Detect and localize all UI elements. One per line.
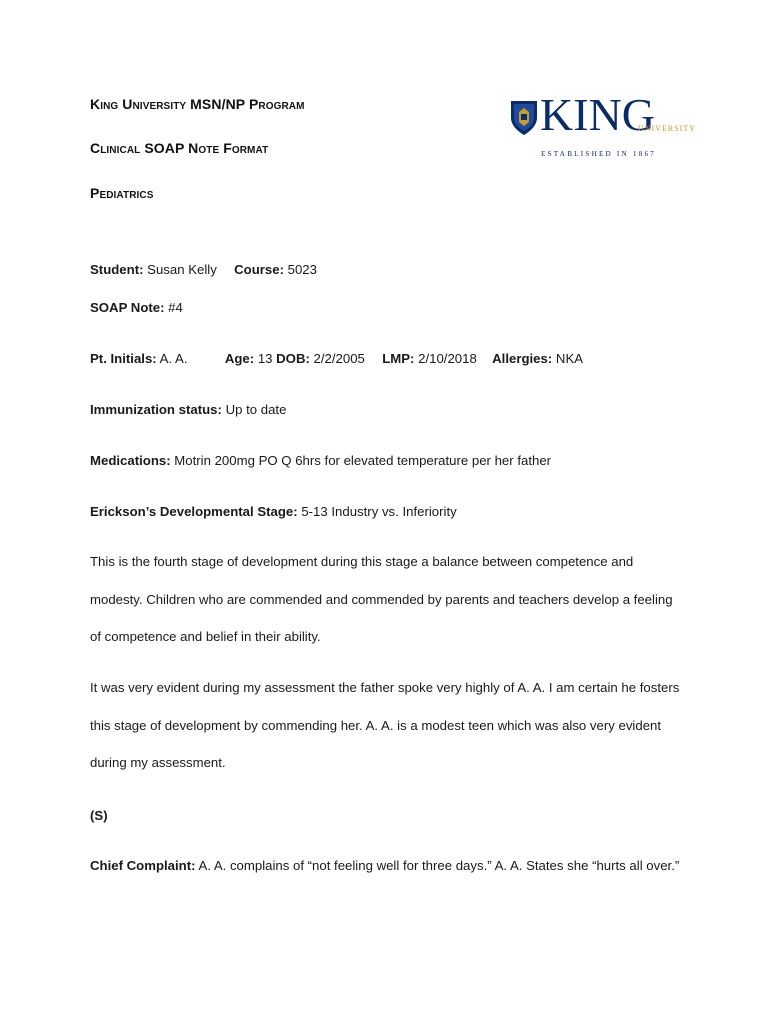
immunization-value: Up to date [225,402,287,417]
soap-note-line [90,300,183,315]
student-line [90,262,317,277]
chief-complaint-label: Chief Complaint: [90,858,196,873]
dob-label: DOB: [276,351,310,366]
medications-value: Motrin 200mg PO Q 6hrs for elevated temperature per her father [174,453,552,468]
age-label: Age: [224,351,255,366]
medications-label: Medications: [90,453,171,468]
specialty-title: Pediatrics [90,185,154,201]
logo-wordmark: KING [540,89,655,140]
shield-icon [510,100,538,136]
dob-value: 2/2/2005 [313,351,365,366]
immunization-line [90,402,286,417]
patient-line [90,351,583,366]
chief-complaint-paragraph [90,847,680,885]
logo-subtitle: UNIVERSITY [638,124,696,133]
age-value: 13 [257,351,273,366]
king-university-logo [510,89,696,166]
subjective-heading: (S) [90,808,108,823]
student-value: Susan Kelly [147,262,217,277]
allergies-value: NKA [555,351,584,366]
logo-established: ESTABLISHED IN 1867 [541,150,657,158]
erickson-label: Erickson’s Developmental Stage: [90,504,298,519]
course-value: 5023 [287,262,317,277]
lmp-label: LMP: [382,351,415,366]
lmp-value: 2/10/2018 [418,351,477,366]
immunization-label: Immunization status: [90,402,222,417]
format-title: Clinical SOAP Note Format [90,140,269,156]
initials-value: A. A. [159,351,188,366]
medications-line [90,453,551,468]
initials-label: Pt. Initials: [90,351,157,366]
allergies-label: Allergies: [492,351,553,366]
development-paragraph: This is the fourth stage of development during this stage a balance between competence and modesty. Children who are commended and commended by parents and teachers develop a feeling of competence and belief in their ability. [90,554,673,644]
soap-value: #4 [168,300,183,315]
erickson-line [90,504,457,519]
student-label: Student: [90,262,144,277]
chief-complaint-value: A. A. complains of “not feeling well for three days.” A. A. States she “hurts all over.” [198,858,680,873]
erickson-value: 5-13 Industry vs. Inferiority [301,504,457,519]
assessment-paragraph: It was very evident during my assessment the father spoke very highly of A. A. I am certain he fosters this stage of development by commending her. A. A. is a modest teen which was also very evident during my assessment. [90,680,680,770]
program-title: King University MSN/NP Program [90,96,305,112]
soap-label: SOAP Note: [90,300,165,315]
course-label: Course: [234,262,284,277]
